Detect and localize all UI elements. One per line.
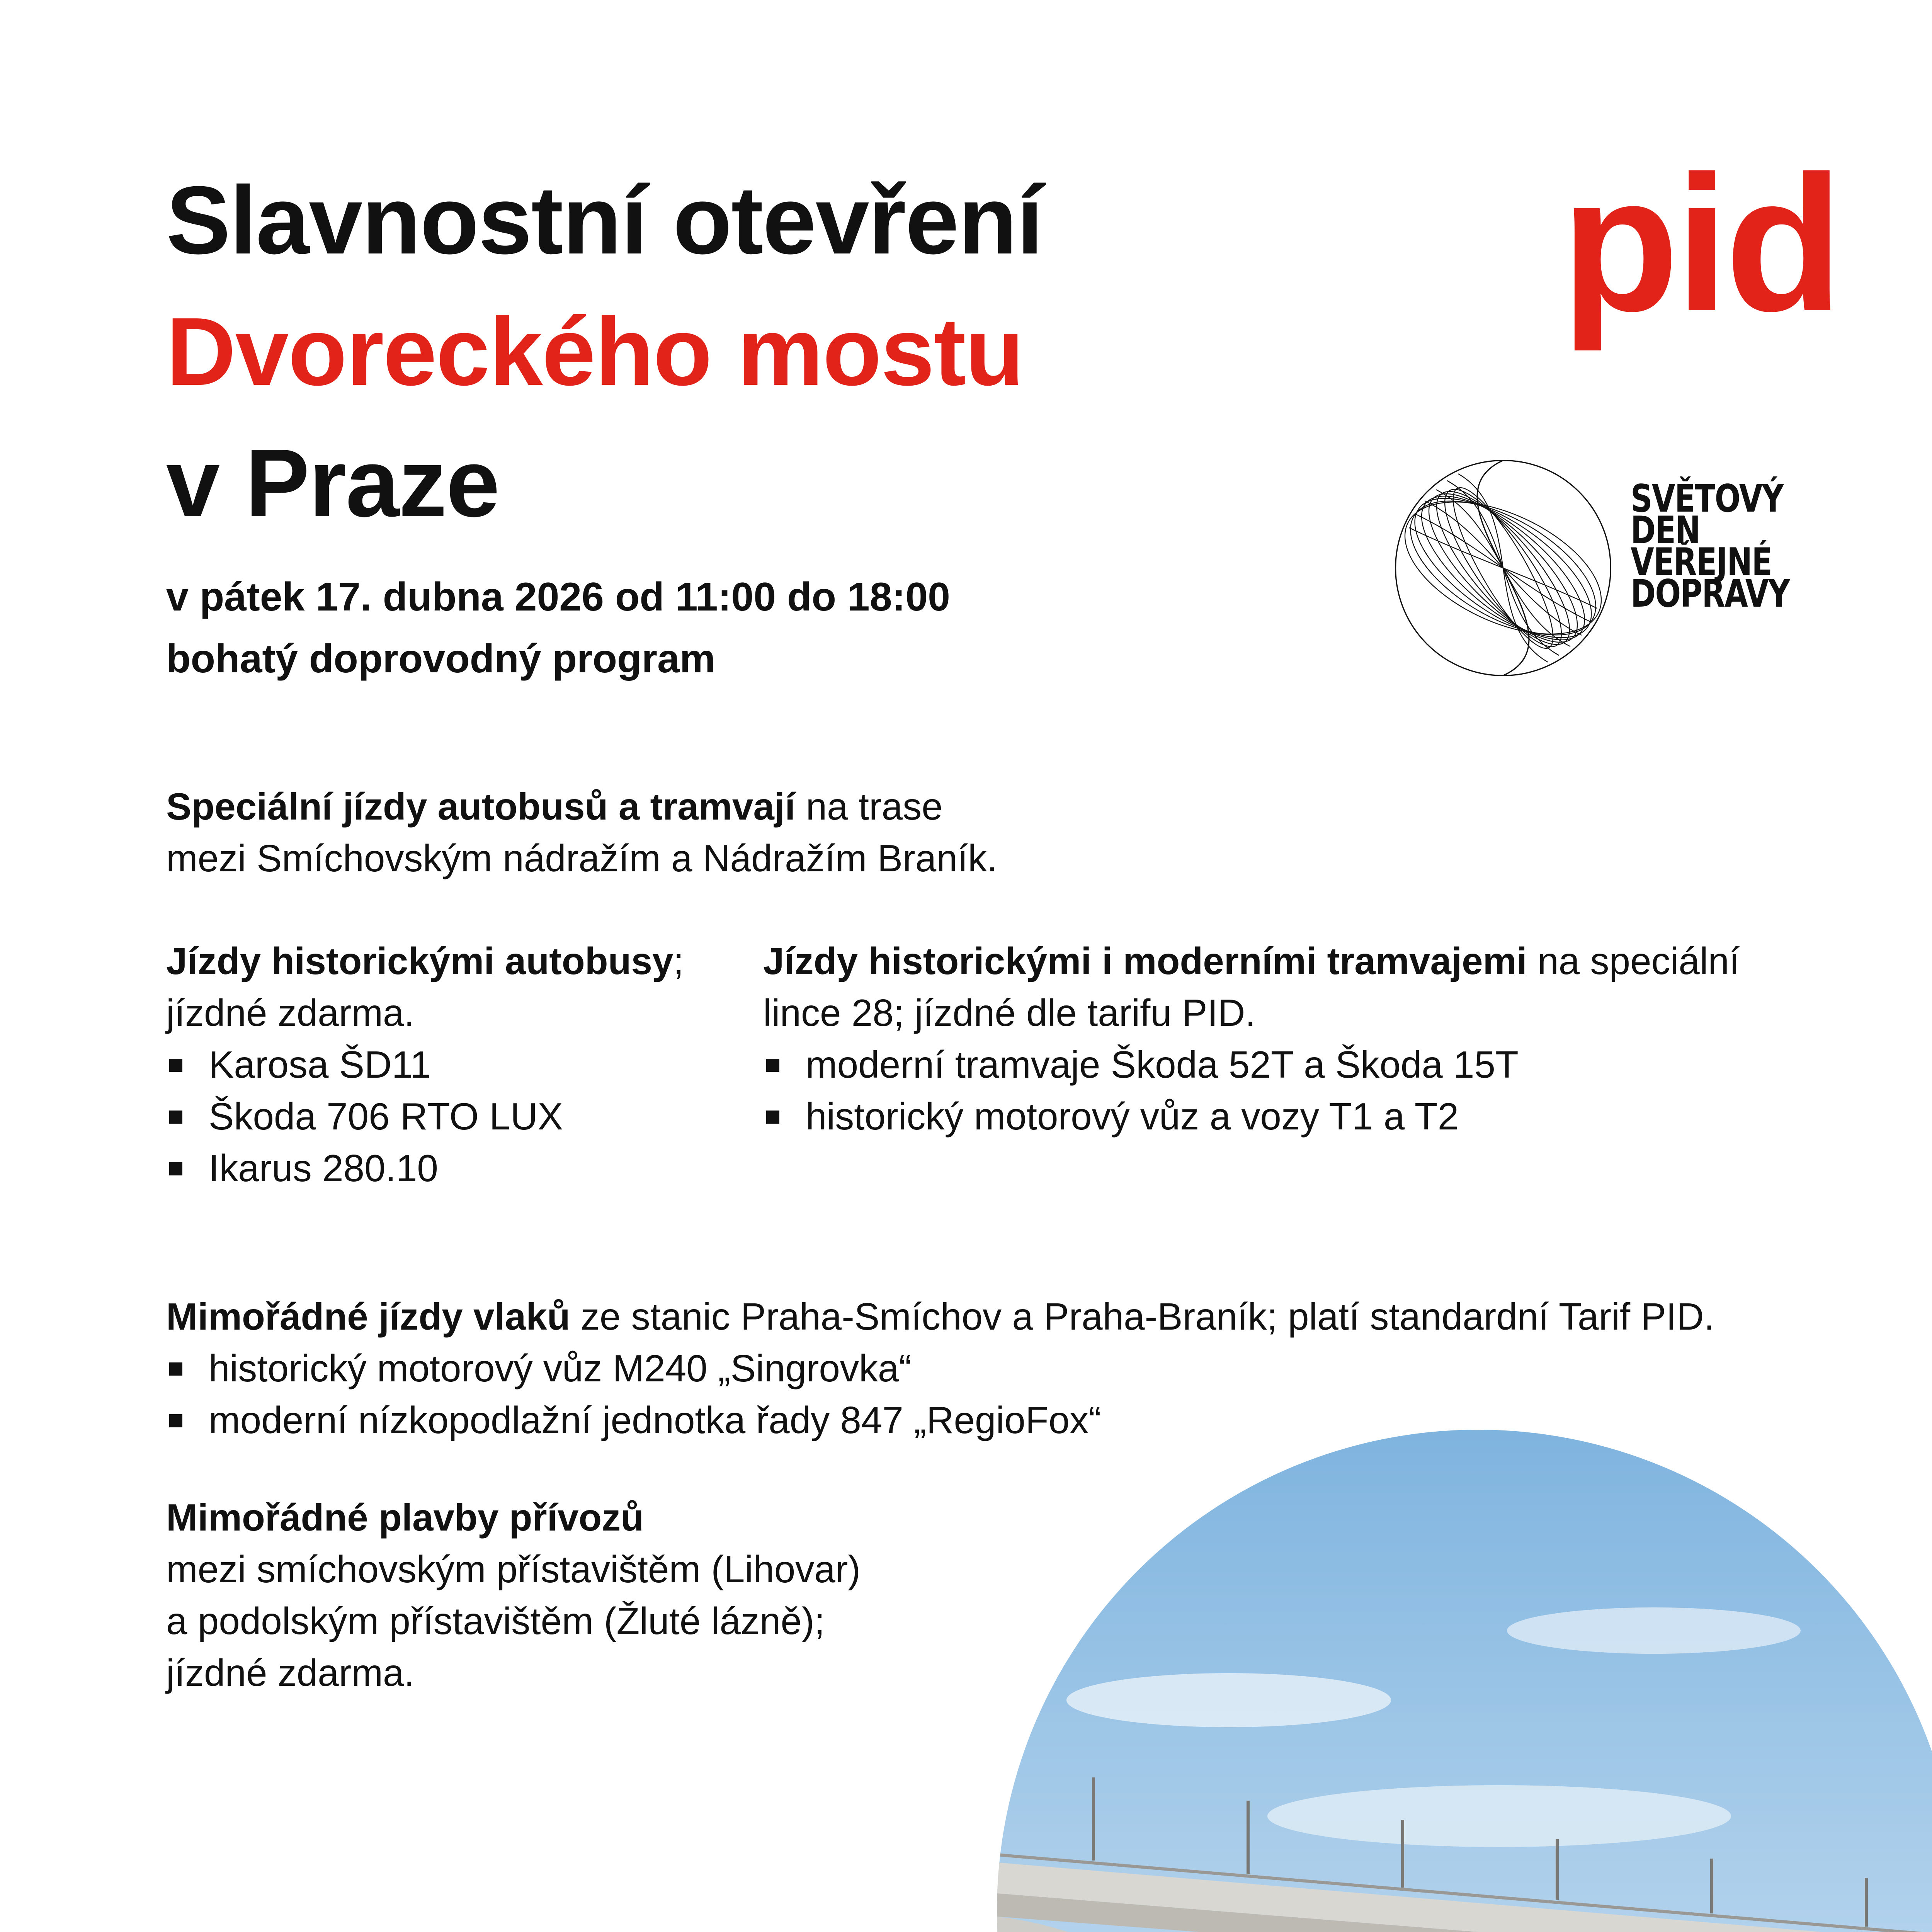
ferries-heading: Mimořádné plavby přívozů <box>166 1496 644 1539</box>
special-rides-section <box>166 781 997 884</box>
event-subtitle <box>166 566 950 690</box>
title-line-1: Slavnostní otevření <box>166 166 1043 274</box>
buses-section <box>166 935 684 1194</box>
bridge-photo <box>997 1430 1932 1932</box>
ferries-line-1: mezi smíchovským přístavištěm (Lihovar) <box>166 1548 861 1590</box>
pid-logo: pid <box>1561 135 1839 351</box>
buses-list <box>166 1039 684 1194</box>
bullet-square-icon <box>766 1059 779 1072</box>
transport-day-text <box>1631 477 1790 616</box>
trams-list <box>763 1039 1740 1142</box>
bridge-photo-illustration <box>997 1430 1932 1932</box>
title-block <box>166 155 1043 549</box>
special-rides-route: mezi Smíchovským nádražím a Nádražím Braník. <box>166 837 998 879</box>
bullet-square-icon <box>169 1111 182 1124</box>
list-item: historický motorový vůz a vozy T1 a T2 <box>763 1090 1740 1142</box>
list-item: Škoda 706 RTO LUX <box>166 1090 684 1142</box>
ferries-section <box>166 1492 861 1699</box>
bullet-square-icon <box>169 1362 182 1376</box>
ferries-line-2: a podolským přístavištěm (Žluté lázně); <box>166 1600 825 1642</box>
ferries-line-3: jízdné zdarma. <box>166 1651 415 1694</box>
trams-fare: lince 28; jízdné dle tarifu PID. <box>763 992 1256 1034</box>
event-date: v pátek 17. dubna 2026 od 11:00 do 18:00 <box>166 575 950 619</box>
bullet-square-icon <box>169 1414 182 1427</box>
transport-day-emblem-icon <box>1391 456 1615 680</box>
list-item: Karosa ŠD11 <box>166 1039 684 1090</box>
trams-heading: Jízdy historickými i moderními tramvajemi <box>763 940 1527 982</box>
bullet-square-icon <box>766 1111 779 1124</box>
list-item: historický motorový vůz M240 „Singrovka“ <box>166 1342 1714 1394</box>
list-item: moderní tramvaje Škoda 52T a Škoda 15T <box>763 1039 1740 1090</box>
transport-day-line-2: DEN <box>1631 509 1700 553</box>
list-item: moderní nízkopodlažní jednotka řady 847 „RegioFox“ <box>166 1394 1714 1446</box>
buses-fare: jízdné zdarma. <box>166 992 415 1034</box>
bullet-square-icon <box>169 1059 182 1072</box>
trams-section <box>763 935 1740 1142</box>
transport-day-line-4: DOPRAVY <box>1631 572 1790 616</box>
special-rides-heading: Speciální jízdy autobusů a tramvají <box>166 785 796 828</box>
special-rides-text: na trase <box>795 785 943 828</box>
bullet-square-icon <box>169 1162 182 1175</box>
world-public-transport-day-logo <box>1391 456 1816 688</box>
trams-heading-rest: na speciální <box>1527 940 1740 982</box>
transport-day-line-1: SVĚTOVÝ <box>1631 477 1783 521</box>
buses-heading: Jízdy historickými autobusy <box>166 940 673 982</box>
title-line-3: v Praze <box>166 429 499 537</box>
title-line-2: Dvoreckého mostu <box>166 298 1024 405</box>
trains-section <box>166 1291 1714 1446</box>
list-item: Ikarus 280.10 <box>166 1142 684 1194</box>
event-program: bohatý doprovodný program <box>166 636 716 681</box>
trains-text: ze stanic Praha-Smíchov a Praha-Braník; platí standardní Tarif PID. <box>570 1295 1714 1338</box>
buses-heading-rest: ; <box>673 940 684 982</box>
trains-heading: Mimořádné jízdy vlaků <box>166 1295 570 1338</box>
transport-day-line-3: VEŘEJNÉ <box>1631 540 1772 584</box>
